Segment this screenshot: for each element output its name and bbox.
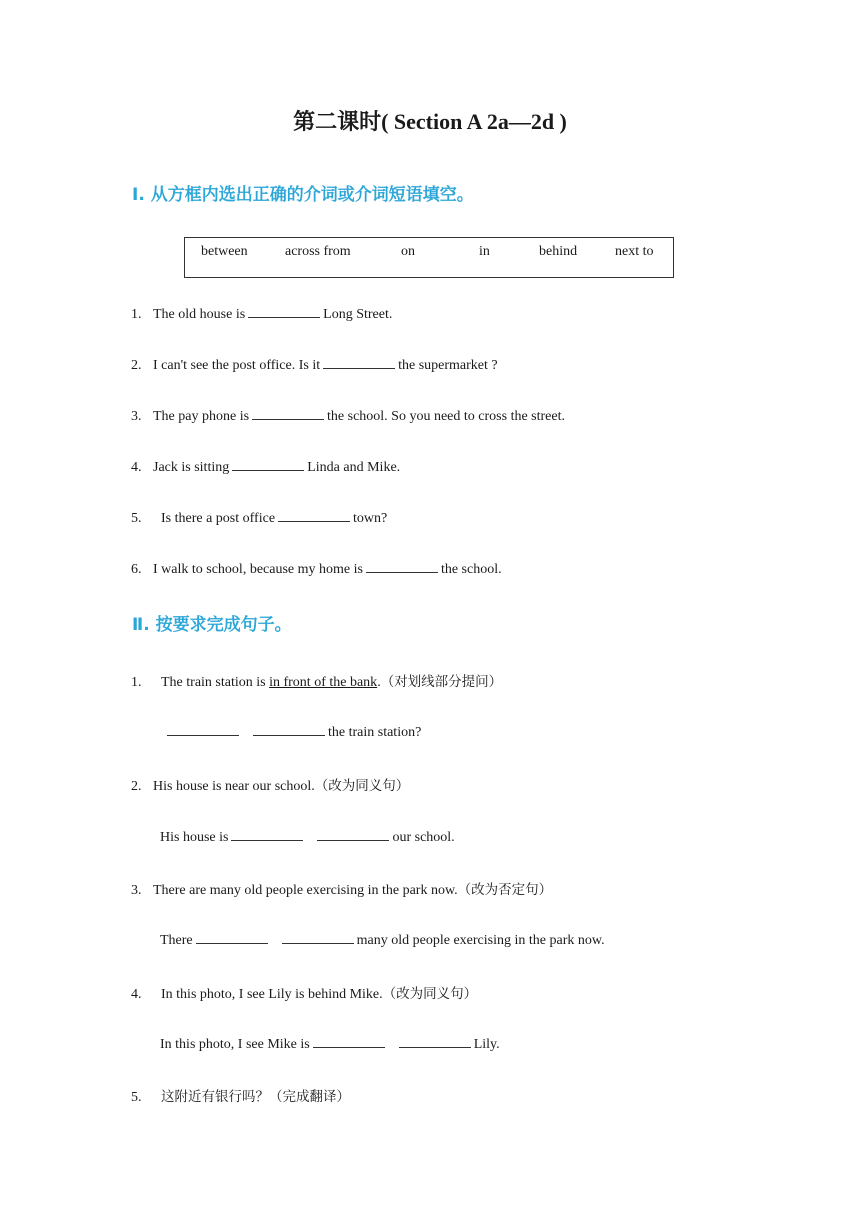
word-option: next to <box>615 244 654 259</box>
question-number: 4. <box>131 987 142 1002</box>
question-number: 1. <box>131 307 142 322</box>
answer-text: the train station? <box>328 725 422 740</box>
question-text: In this photo, I see Lily is behind Mike. <box>161 987 383 1002</box>
question-text: Is there a post office <box>161 511 276 526</box>
question-text: I walk to school, because my home is <box>153 562 363 577</box>
question-item <box>131 458 400 476</box>
question-item <box>131 407 565 425</box>
answer-blank[interactable] <box>248 305 320 318</box>
question-number: 2. <box>131 358 142 373</box>
question-item <box>131 878 552 899</box>
answer-line <box>164 723 421 741</box>
answer-blank[interactable] <box>278 509 350 522</box>
instruction: （改为否定句） <box>457 882 553 898</box>
question-item <box>131 670 502 691</box>
question-text: the supermarket ? <box>398 358 498 373</box>
question-number: 3. <box>131 409 142 424</box>
question-text: the school. <box>440 562 502 577</box>
answer-line <box>160 931 605 949</box>
question-number: 5. <box>131 1090 142 1105</box>
question-number: 6. <box>131 562 142 577</box>
answer-text: There <box>160 933 193 948</box>
answer-blank[interactable] <box>317 828 389 841</box>
answer-blank[interactable] <box>231 828 303 841</box>
answer-blank[interactable] <box>167 723 239 736</box>
answer-text: many old people exercising in the park now. <box>356 933 605 948</box>
question-text: The train station is <box>161 675 266 690</box>
answer-text: His house is <box>160 830 229 845</box>
word-box <box>184 237 674 278</box>
section-1-heading: Ⅰ. 从方框内选出正确的介词或介词短语填空。 <box>132 185 474 205</box>
question-text: Linda and Mike. <box>307 460 401 475</box>
answer-blank[interactable] <box>253 723 325 736</box>
question-text: . <box>377 675 381 690</box>
question-text: His house is near our school. <box>153 779 315 794</box>
answer-blank[interactable] <box>232 458 304 471</box>
question-number: 3. <box>131 883 142 898</box>
question-number: 2. <box>131 779 142 794</box>
word-option: across from <box>285 244 351 259</box>
word-option: in <box>479 244 490 259</box>
question-text: the school. So you need to cross the street. <box>327 409 565 424</box>
answer-text: In this photo, I see Mike is <box>160 1037 310 1052</box>
question-text: Jack is sitting <box>153 460 230 475</box>
instruction: （改为同义句） <box>314 778 410 794</box>
question-item <box>131 509 387 527</box>
answer-blank[interactable] <box>196 931 268 944</box>
question-number: 5. <box>131 511 142 526</box>
question-item <box>131 305 392 323</box>
question-item <box>131 982 477 1003</box>
question-number: 4. <box>131 460 142 475</box>
question-item <box>131 774 409 795</box>
section-2-heading: Ⅱ. 按要求完成句子。 <box>132 615 292 635</box>
answer-blank[interactable] <box>323 356 395 369</box>
word-option: behind <box>539 244 578 259</box>
answer-blank[interactable] <box>366 560 438 573</box>
answer-line <box>160 828 455 846</box>
instruction: （对划线部分提问） <box>380 674 503 690</box>
answer-text: Lily. <box>473 1037 500 1052</box>
question-item <box>131 356 498 374</box>
word-option: on <box>401 244 415 259</box>
answer-blank[interactable] <box>252 407 324 420</box>
question-item <box>131 560 502 578</box>
answer-blank[interactable] <box>282 931 354 944</box>
answer-blank[interactable] <box>313 1035 385 1048</box>
question-number: 1. <box>131 675 142 690</box>
answer-text: our school. <box>392 830 455 845</box>
instruction: （改为同义句） <box>382 986 478 1002</box>
page-title: 第二课时( Section A 2a—2d ) <box>293 109 567 134</box>
question-text: town? <box>353 511 388 526</box>
answer-blank[interactable] <box>399 1035 471 1048</box>
question-text: There are many old people exercising in the park now. <box>153 883 458 898</box>
question-text: I can't see the post office. Is it <box>153 358 321 373</box>
question-text: 这附近有银行吗？（完成翻译） <box>161 1089 350 1105</box>
question-text: The pay phone is <box>153 409 250 424</box>
word-option: between <box>201 244 248 259</box>
question-item <box>131 1085 350 1106</box>
answer-line <box>160 1035 500 1053</box>
underlined-phrase: in front of the bank <box>269 675 378 690</box>
question-text: The old house is <box>153 307 246 322</box>
question-text: Long Street. <box>323 307 393 322</box>
